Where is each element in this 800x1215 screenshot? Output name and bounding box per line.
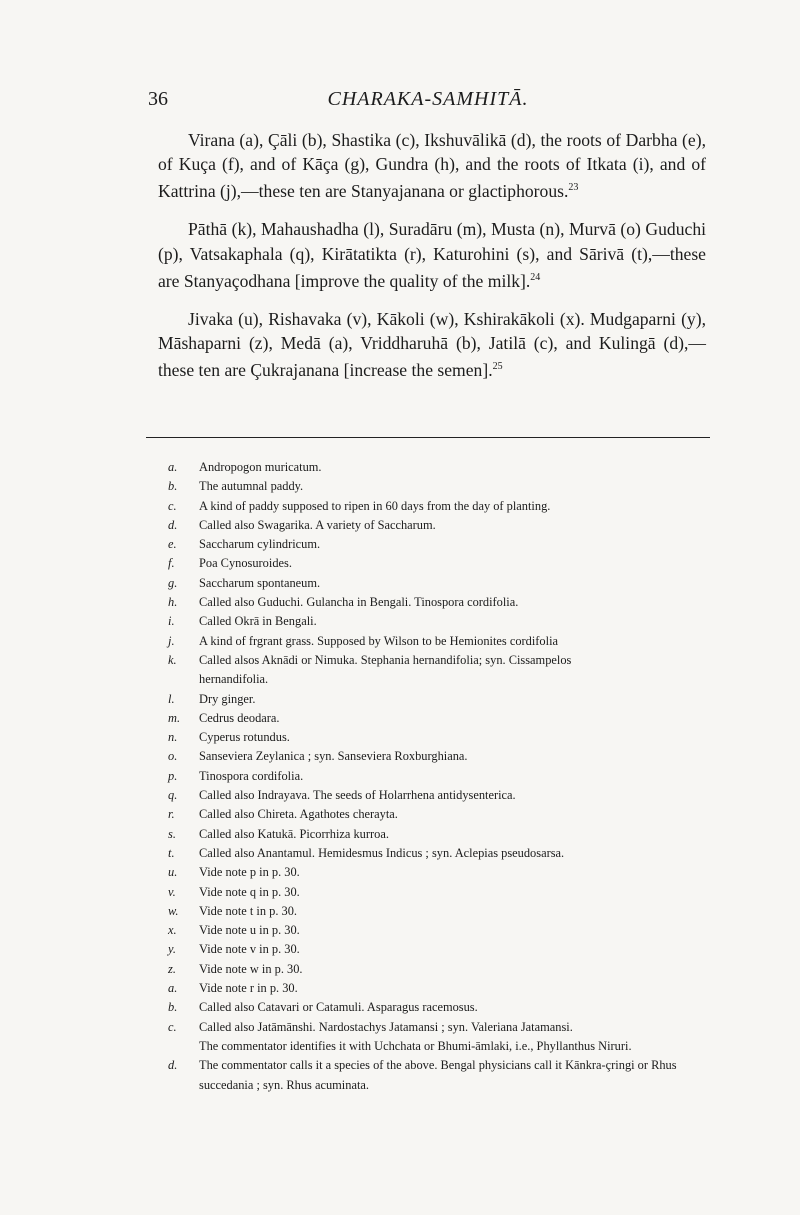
footnote-item	[168, 883, 720, 902]
footnote-letter: c.	[168, 498, 177, 513]
footnote-item	[168, 863, 720, 882]
footnote-text: Sanseviera Zeylanica ; syn. Sanseviera Roxburghiana.	[199, 749, 468, 764]
footnote-item	[168, 747, 720, 766]
footnote-item	[168, 458, 720, 477]
footnote-continuation: The commentator identifies it with Uchchata or Bhumi-āmlaki, i.e., Phyllanthus Niruri.	[199, 1038, 632, 1053]
footnote-letter: k.	[168, 652, 177, 667]
footnote-item	[168, 497, 720, 516]
footnote-letter: o.	[168, 749, 178, 764]
footnote-item	[168, 516, 720, 535]
footnote-letter: u.	[168, 865, 178, 880]
paragraph-text: Virana (a), Çāli (b), Shastika (c), Ikshuvālikā (d), the roots of Darbha (e), of Kuça (f), and of Kāça (g), Gundra (h), and the roots of Itkata (i), and of Kattrina (j),—these ten are Stanyajanana or glactiphorous.	[158, 130, 706, 202]
footnote-item	[168, 535, 720, 554]
verse-number: 24	[530, 271, 541, 283]
footnote-item	[168, 1056, 720, 1095]
footnote-item	[168, 632, 720, 651]
footnote-item	[168, 786, 720, 805]
footnote-divider	[146, 437, 710, 438]
footnote-text: Called Okrā in Bengali.	[199, 614, 317, 629]
footnote-text: Vide note p in p. 30.	[199, 865, 300, 880]
page-number: 36	[148, 88, 168, 110]
footnote-letter: l.	[168, 691, 175, 706]
footnote-item	[168, 554, 720, 573]
footnote-text: Andropogon muricatum.	[199, 460, 322, 474]
footnotes	[168, 458, 720, 1095]
footnote-text: Saccharum cylindricum.	[199, 537, 321, 552]
footnote-item	[168, 921, 720, 940]
footnote-letter: v.	[168, 884, 176, 899]
footnote-item	[168, 767, 720, 786]
footnote-item	[168, 902, 720, 921]
footnote-text: Vide note r in p. 30.	[199, 981, 298, 996]
footnote-letter: q.	[168, 788, 178, 803]
paragraph-text: Jivaka (u), Rishavaka (v), Kākoli (w), Kshirakākoli (x). Mudgaparni (y), Māshaparni (z), Medā (a), Vriddharuhā (b), Jatilā (c), and Kulingā (d),—these ten are Çukrajanana [increase the semen].	[158, 308, 706, 381]
footnote-letter: b.	[168, 1000, 178, 1015]
footnote-letter: f.	[168, 556, 175, 571]
footnote-letter: a.	[168, 981, 178, 996]
footnote-item	[168, 651, 720, 670]
footnote-text: Dry ginger.	[199, 691, 256, 706]
body-text	[158, 128, 706, 396]
footnote-letter: g.	[168, 575, 178, 590]
footnote-letter: e.	[168, 537, 177, 552]
footnote-letter: r.	[168, 807, 175, 822]
footnote-text: Called also Katukā. Picorrhiza kurroa.	[199, 826, 389, 841]
footnote-letter: z.	[168, 961, 176, 976]
footnote-text: Called also Chireta. Agathotes cherayta.	[199, 807, 398, 822]
footnote-text: Called also Guduchi. Gulancha in Bengali. Tinospora cordifolia.	[199, 595, 519, 610]
footnote-item	[168, 728, 720, 747]
footnote-letter: d.	[168, 517, 178, 532]
footnote-item	[168, 825, 720, 844]
footnote-text: Vide note t in p. 30.	[199, 903, 298, 918]
paragraph-24	[158, 217, 706, 292]
verse-number: 25	[492, 361, 503, 373]
footnote-letter: w.	[168, 903, 179, 918]
footnote-text: Called also Swagarika. A variety of Saccharum.	[199, 517, 436, 532]
paragraph-23	[158, 128, 706, 203]
footnote-letter: i.	[168, 614, 175, 629]
footnote-text: Cyperus rotundus.	[199, 730, 290, 745]
footnote-text: Called also Anantamul. Hemidesmus Indicus ; syn. Aclepias pseudosarsa.	[199, 845, 565, 860]
footnote-text: Called also Jatāmānshi. Nardostachys Jatamansi ; syn. Valeriana Jatamansi.	[199, 1019, 573, 1034]
footnote-text: Tinospora cordifolia.	[199, 768, 304, 783]
footnote-text: The commentator calls it a species of the above. Bengal physicians call it Kānkra-çringi or Rhus succedania ; syn. Rhus acuminata.	[199, 1058, 677, 1092]
page-header	[148, 88, 708, 114]
footnote-item	[168, 960, 720, 979]
footnote-letter: d.	[168, 1058, 178, 1073]
footnote-letter: c.	[168, 1019, 177, 1034]
footnote-letter: b.	[168, 479, 178, 494]
footnote-letter: j.	[168, 633, 175, 648]
footnote-text: A kind of paddy supposed to ripen in 60 days from the day of planting.	[199, 498, 551, 513]
footnote-text: A kind of frgrant grass. Supposed by Wilson to be Hemionites cordifolia	[199, 633, 559, 648]
footnote-letter: m.	[168, 710, 181, 725]
footnote-text: Poa Cynosuroides.	[199, 556, 292, 571]
footnote-text: Vide note w in p. 30.	[199, 961, 303, 976]
footnote-item	[168, 709, 720, 728]
footnote-continuation: hernandifolia.	[199, 672, 269, 687]
footnote-letter: p.	[168, 768, 178, 783]
footnote-text: Saccharum spontaneum.	[199, 575, 321, 590]
footnote-item	[168, 805, 720, 824]
footnote-item	[168, 574, 720, 593]
footnote-text: Vide note q in p. 30.	[199, 884, 300, 899]
footnote-item	[168, 940, 720, 959]
footnote-item	[168, 690, 720, 709]
footnote-item	[168, 844, 720, 863]
footnote-text: The autumnal paddy.	[199, 479, 304, 494]
footnote-item	[168, 1018, 720, 1037]
footnote-item	[168, 612, 720, 631]
footnote-text: Cedrus deodara.	[199, 710, 280, 725]
paragraph-25	[158, 307, 706, 382]
footnote-text: Vide note v in p. 30.	[199, 942, 300, 957]
footnote-letter: a.	[168, 460, 178, 474]
footnote-letter: s.	[168, 826, 176, 841]
footnote-letter: h.	[168, 595, 178, 610]
footnote-item	[168, 593, 720, 612]
footnote-letter: y.	[168, 942, 176, 957]
verse-number: 23	[568, 182, 579, 194]
footnote-letter: n.	[168, 730, 178, 745]
running-title: CHARAKA-SAMHITĀ.	[327, 88, 529, 110]
footnote-text: Vide note u in p. 30.	[199, 923, 300, 938]
footnote-item	[168, 998, 720, 1017]
footnote-letter: t.	[168, 845, 175, 860]
footnote-item	[168, 477, 720, 496]
footnote-text: Called also Indrayava. The seeds of Holarrhena antidysenterica.	[199, 788, 516, 803]
footnote-letter: x.	[168, 923, 177, 938]
footnote-item	[168, 979, 720, 998]
footnote-text: Called also Catavari or Catamuli. Asparagus racemosus.	[199, 1000, 478, 1015]
paragraph-text: Pāthā (k), Mahaushadha (l), Suradāru (m), Musta (n), Murvā (o) Guduchi (p), Vatsakaphala (q), Kirātatikta (r), Katurohini (s), and Sārivā (t),—these are Stanyaçodhana [improve the quality of the milk].	[158, 219, 706, 291]
footnote-text: Called alsos Aknādi or Nimuka. Stephania hernandifolia; syn. Cissampelos	[199, 652, 572, 667]
